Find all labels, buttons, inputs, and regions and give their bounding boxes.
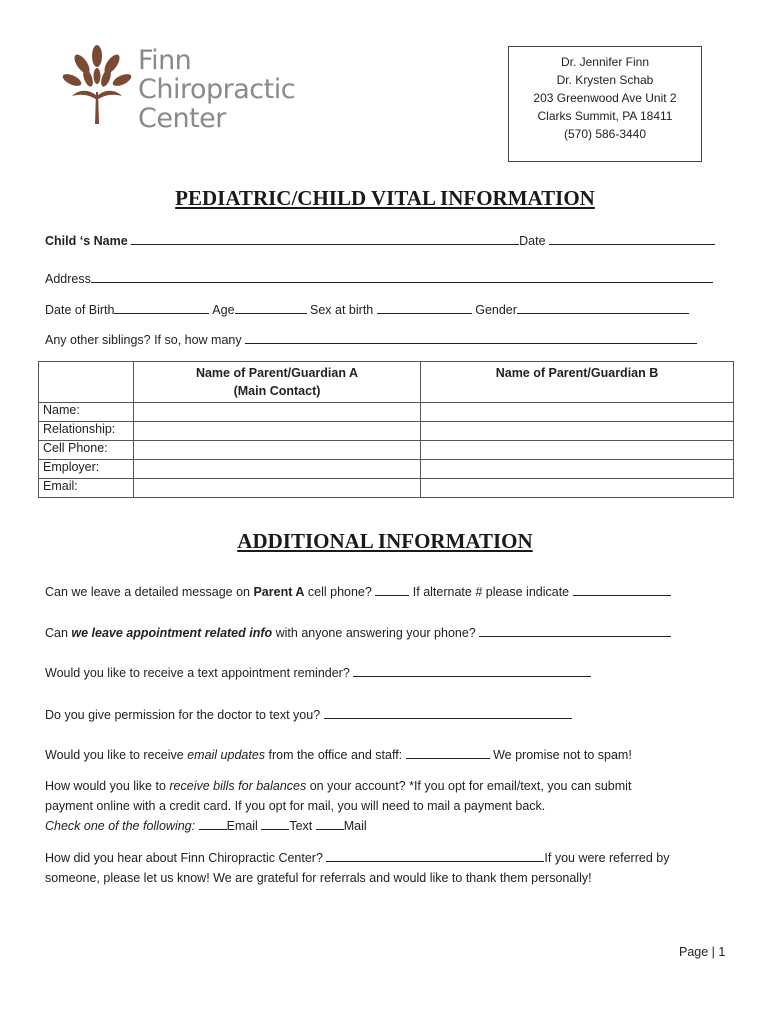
row-label: Employer: (39, 460, 134, 479)
q1-answer-field[interactable] (375, 583, 409, 596)
q6-line2: payment online with a credit card. If you opt for mail, you will need to mail a payment back. (45, 799, 546, 813)
q1-alternate-field[interactable] (573, 583, 671, 596)
guardian-a-employer-cell[interactable] (134, 460, 421, 479)
guardian-a-cell-phone-cell[interactable] (134, 441, 421, 460)
option-mail-field[interactable] (316, 817, 344, 830)
guardian-a-subtitle: (Main Contact) (233, 384, 321, 398)
address-label: Address (45, 272, 91, 286)
question-text-reminder (45, 663, 591, 683)
table-row (39, 460, 734, 479)
option-email-field[interactable] (199, 817, 227, 830)
q5-italic: email updates (187, 748, 266, 762)
dob-field[interactable] (114, 301, 209, 314)
contact-box (508, 46, 702, 162)
logo-text (138, 46, 295, 133)
q1-alt-text: If alternate # please indicate (409, 585, 573, 599)
option-email-label: Email (226, 819, 258, 833)
guardian-a-email-cell[interactable] (134, 479, 421, 498)
dob-row (45, 301, 689, 317)
guardian-b-employer-cell[interactable] (421, 460, 734, 479)
question-appointment-info (45, 623, 671, 643)
q4-answer-field[interactable] (324, 706, 572, 719)
sex-field[interactable] (377, 301, 472, 314)
section-title-pediatric: PEDIATRIC/CHILD VITAL INFORMATION (175, 186, 595, 210)
question-email-updates (45, 745, 632, 765)
siblings-row (45, 331, 697, 347)
guardian-b-relationship-cell[interactable] (421, 422, 734, 441)
q1-text-post: cell phone? (304, 585, 376, 599)
q1-bold: Parent A (253, 585, 305, 599)
address-row (45, 270, 713, 286)
address-field[interactable] (91, 270, 713, 283)
question-doctor-text (45, 705, 572, 725)
q5-text-post: from the office and staff: (265, 748, 406, 762)
date-field[interactable] (549, 232, 715, 245)
sex-label: Sex at birth (310, 303, 374, 317)
contact-line: (570) 586-3440 (563, 127, 647, 141)
child-name-row (45, 232, 715, 248)
q7-text-post: If you were referred by (544, 851, 670, 865)
siblings-label: Any other siblings? If so, how many (45, 333, 242, 347)
option-text-label: Text (289, 819, 313, 833)
gender-label: Gender (475, 303, 517, 317)
table-row (39, 441, 734, 460)
q7-answer-field[interactable] (326, 849, 544, 862)
guardian-b-email-cell[interactable] (421, 479, 734, 498)
q5-text: Would you like to receive (45, 748, 188, 762)
guardian-a-title: Name of Parent/Guardian A (195, 366, 359, 380)
age-label: Age (212, 303, 235, 317)
row-label: Cell Phone: (39, 441, 134, 460)
q7-text: How did you hear about Finn Chiropractic Center? (45, 851, 327, 865)
q6-italic: receive bills for balances (169, 779, 307, 793)
table-row (39, 422, 734, 441)
logo-line-2: Chiropractic (138, 74, 296, 105)
q3-text: Would you like to receive a text appointment reminder? (45, 666, 354, 680)
q3-answer-field[interactable] (353, 664, 591, 677)
q6-check-label: Check one of the following: (45, 819, 196, 833)
siblings-field[interactable] (245, 331, 697, 344)
row-label: Email: (39, 479, 134, 498)
question-referral (45, 848, 669, 888)
tree-logo-icon (58, 44, 136, 126)
row-label: Name: (39, 403, 134, 422)
option-mail-label: Mail (343, 819, 367, 833)
guardian-b-header (421, 362, 734, 403)
contact-line: Dr. Krysten Schab (556, 73, 654, 87)
age-field[interactable] (235, 301, 307, 314)
question-message-parent-a (45, 582, 671, 602)
q2-bold-italic: we leave appointment related info (71, 626, 273, 640)
guardian-b-cell-phone-cell[interactable] (421, 441, 734, 460)
q6-text: How would you like to (45, 779, 170, 793)
guardian-table (38, 361, 734, 498)
section-title-additional: ADDITIONAL INFORMATION (237, 529, 533, 553)
option-text-field[interactable] (261, 817, 289, 830)
child-name-label: Child ‘s Name (45, 234, 128, 248)
page-number: Page | 1 (679, 945, 726, 959)
q5-answer-field[interactable] (406, 746, 490, 759)
contact-line: 203 Greenwood Ave Unit 2 (533, 91, 677, 105)
q2-text-post: with anyone answering your phone? (272, 626, 480, 640)
table-corner-cell (39, 362, 134, 403)
guardian-a-relationship-cell[interactable] (134, 422, 421, 441)
guardian-a-header (134, 362, 421, 403)
gender-field[interactable] (517, 301, 689, 314)
question-bills (45, 776, 631, 836)
guardian-b-name-cell[interactable] (421, 403, 734, 422)
q7-line2: someone, please let us know! We are grateful for referrals and would like to thank them personally! (45, 871, 592, 885)
table-row (39, 403, 734, 422)
q4-text: Do you give permission for the doctor to text you? (45, 708, 324, 722)
table-row (39, 479, 734, 498)
q2-text: Can (45, 626, 72, 640)
logo-line-3: Center (138, 103, 226, 134)
row-label: Relationship: (39, 422, 134, 441)
guardian-a-name-cell[interactable] (134, 403, 421, 422)
q1-text: Can we leave a detailed message on (45, 585, 254, 599)
contact-line: Clarks Summit, PA 18411 (537, 109, 673, 123)
child-name-field[interactable] (131, 232, 519, 245)
guardian-b-title: Name of Parent/Guardian B (495, 366, 659, 380)
contact-line: Dr. Jennifer Finn (560, 55, 650, 69)
date-label: Date (519, 234, 546, 248)
q5-end: We promise not to spam! (489, 748, 632, 762)
dob-label: Date of Birth (45, 303, 115, 317)
q6-text-post: on your account? *If you opt for email/text, you can submit (306, 779, 632, 793)
logo-line-1: Finn (138, 45, 192, 76)
q2-answer-field[interactable] (479, 624, 671, 637)
